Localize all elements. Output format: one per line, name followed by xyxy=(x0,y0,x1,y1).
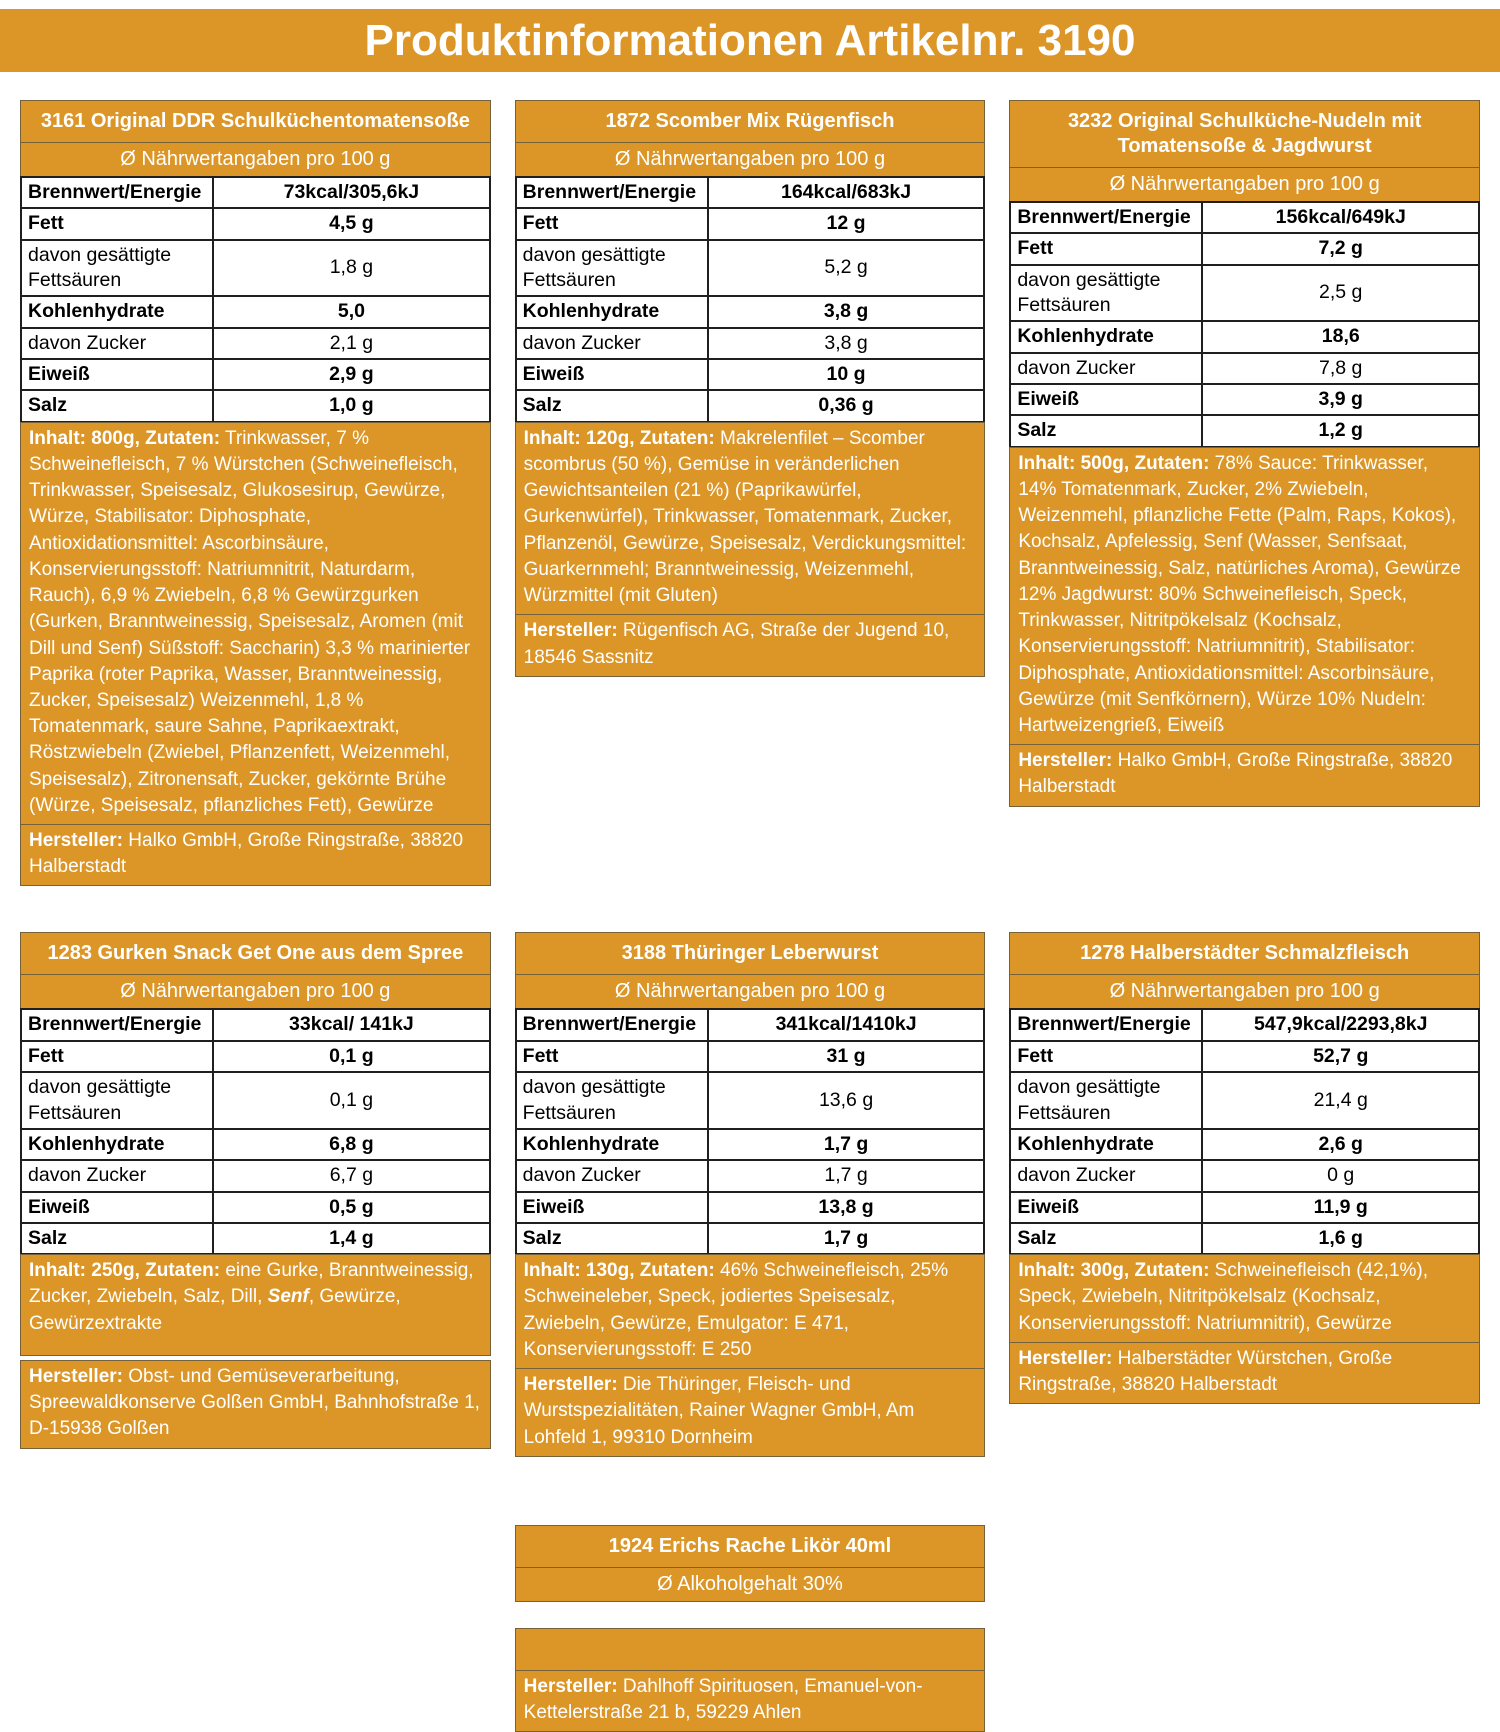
nutrition-subtitle: Ø Nährwertangaben pro 100 g xyxy=(20,974,491,1009)
empty-white-row xyxy=(515,1602,986,1629)
ingredients-part: Senf xyxy=(267,1286,309,1308)
nutrition-row xyxy=(516,1009,985,1040)
nutrition-row xyxy=(1010,1160,1479,1191)
nutrition-row-value: 6,8 g xyxy=(213,1129,490,1160)
nutrition-row-label: Brennwert/Energie xyxy=(516,177,708,208)
nutrition-row-label: davon gesättigte Fettsäuren xyxy=(1010,1072,1202,1129)
nutrition-row-value: 1,7 g xyxy=(708,1129,985,1160)
product-card-title: 1924 Erichs Rache Likör 40ml xyxy=(515,1525,986,1568)
manufacturer-part: Hersteller: xyxy=(523,1374,618,1396)
nutrition-row-label: davon Zucker xyxy=(1010,353,1202,384)
nutrition-row-label: Brennwert/Energie xyxy=(21,177,213,208)
nutrition-row-value: 0,1 g xyxy=(213,1041,490,1072)
nutrition-table-body xyxy=(1010,202,1479,447)
product-card xyxy=(515,100,986,677)
manufacturer-part: Rügenfisch AG, Straße der Jugend 10, 18546 Sassnitz xyxy=(523,620,950,668)
nutrition-row-value: 3,8 g xyxy=(708,328,985,359)
nutrition-row-label: Salz xyxy=(516,1223,708,1254)
nutrition-row-value: 1,0 g xyxy=(213,390,490,421)
nutrition-row xyxy=(516,1160,985,1191)
ingredients-part: eine Gurke, Branntweinessig, Zucker, Zwiebeln, Salz, Dill, xyxy=(29,1260,474,1308)
nutrition-subtitle: Ø Nährwertangaben pro 100 g xyxy=(20,142,491,177)
nutrition-row-label: Salz xyxy=(516,390,708,421)
nutrition-row-value: 0 g xyxy=(1202,1160,1479,1191)
nutrition-row-label: Brennwert/Energie xyxy=(516,1009,708,1040)
nutrition-table xyxy=(1009,201,1480,448)
nutrition-row-value: 5,2 g xyxy=(708,240,985,297)
product-card-title: 1283 Gurken Snack Get One aus dem Spree xyxy=(20,932,491,975)
nutrition-row-label: Salz xyxy=(1010,1223,1202,1254)
nutrition-row-value: 52,7 g xyxy=(1202,1041,1479,1072)
nutrition-row-label: davon gesättigte Fettsäuren xyxy=(516,240,708,297)
nutrition-row-label: Brennwert/Energie xyxy=(1010,202,1202,233)
nutrition-table xyxy=(20,176,491,423)
nutrition-row-value: 1,6 g xyxy=(1202,1223,1479,1254)
nutrition-table-body xyxy=(21,177,490,422)
nutrition-row-value: 164kcal/683kJ xyxy=(708,177,985,208)
nutrition-row-label: Fett xyxy=(516,1041,708,1072)
ingredients-text xyxy=(515,1254,986,1369)
nutrition-row-label: Kohlenhydrate xyxy=(21,1129,213,1160)
nutrition-row xyxy=(516,177,985,208)
nutrition-row-value: 3,9 g xyxy=(1202,384,1479,415)
nutrition-row-value: 18,6 xyxy=(1202,321,1479,352)
nutrition-row-label: davon Zucker xyxy=(21,328,213,359)
ingredients-part: Inhalt: 120g, Zutaten: xyxy=(523,427,715,449)
ingredients-text xyxy=(20,1254,491,1356)
nutrition-row-label: Kohlenhydrate xyxy=(516,1129,708,1160)
nutrition-row-value: 73kcal/305,6kJ xyxy=(213,177,490,208)
ingredients-part: Schweinefleisch (42,1%), Speck, Zwiebeln, Nitritpökelsalz (Kochsalz, Konservierungsstoff: Natriumnitrit), Gewürze xyxy=(1018,1260,1429,1334)
nutrition-row-value: 7,8 g xyxy=(1202,353,1479,384)
ingredients-part: Inhalt: 250g, Zutaten: xyxy=(29,1260,221,1282)
nutrition-row-value: 5,0 xyxy=(213,296,490,327)
nutrition-row-value: 4,5 g xyxy=(213,208,490,239)
nutrition-row-label: Fett xyxy=(21,208,213,239)
nutrition-row-label: davon gesättigte Fettsäuren xyxy=(516,1072,708,1129)
nutrition-row xyxy=(21,1072,490,1129)
nutrition-row-label: Fett xyxy=(1010,233,1202,264)
manufacturer-text xyxy=(515,1670,986,1732)
ingredients-text xyxy=(515,422,986,616)
nutrition-row xyxy=(1010,1129,1479,1160)
nutrition-row-value: 0,36 g xyxy=(708,390,985,421)
nutrition-row-value: 1,7 g xyxy=(708,1160,985,1191)
nutrition-row-label: Eiweiß xyxy=(1010,384,1202,415)
nutrition-row-value: 2,5 g xyxy=(1202,265,1479,322)
nutrition-row xyxy=(1010,265,1479,322)
nutrition-row-value: 156kcal/649kJ xyxy=(1202,202,1479,233)
manufacturer-part: Hersteller: xyxy=(1018,1347,1113,1369)
nutrition-table xyxy=(20,1008,491,1255)
nutrition-row xyxy=(516,1041,985,1072)
ingredients-part: Inhalt: 500g, Zutaten: xyxy=(1018,452,1210,474)
manufacturer-part: Hersteller: xyxy=(29,1365,123,1387)
nutrition-row-value: 2,9 g xyxy=(213,359,490,390)
nutrition-row xyxy=(21,208,490,239)
nutrition-row-label: Kohlenhydrate xyxy=(21,296,213,327)
nutrition-row xyxy=(21,1223,490,1254)
nutrition-row xyxy=(1010,1009,1479,1040)
nutrition-row-label: Salz xyxy=(21,390,213,421)
nutrition-row xyxy=(516,328,985,359)
ingredients-part: , Gewürze, Gewürzextrakte xyxy=(29,1286,401,1334)
ingredients-text xyxy=(20,422,491,825)
nutrition-row xyxy=(516,240,985,297)
empty-orange-row xyxy=(515,1628,986,1671)
nutrition-row xyxy=(21,1192,490,1223)
nutrition-row-value: 12 g xyxy=(708,208,985,239)
manufacturer-part: Obst- und Gemüseverarbeitung, Spreewaldkonserve Golßen GmbH, Bahnhofstraße 1, D-15938 Golßen xyxy=(29,1365,480,1440)
manufacturer-part: Hersteller: xyxy=(1018,750,1113,772)
nutrition-row-value: 11,9 g xyxy=(1202,1192,1479,1223)
nutrition-row-value: 7,2 g xyxy=(1202,233,1479,264)
nutrition-row xyxy=(21,1129,490,1160)
product-card xyxy=(515,932,986,1456)
manufacturer-part: Halberstädter Würstchen, Große Ringstraße, 38820 Halberstadt xyxy=(1018,1347,1393,1396)
product-card xyxy=(515,1525,986,1732)
nutrition-row xyxy=(516,296,985,327)
nutrition-row-label: davon gesättigte Fettsäuren xyxy=(21,240,213,297)
nutrition-row xyxy=(1010,1223,1479,1254)
nutrition-row-value: 6,7 g xyxy=(213,1160,490,1191)
nutrition-row-label: Kohlenhydrate xyxy=(1010,321,1202,352)
nutrition-table-body xyxy=(1010,1009,1479,1254)
nutrition-row-value: 2,6 g xyxy=(1202,1129,1479,1160)
manufacturer-part: Halko GmbH, Große Ringstraße, 38820 Halberstadt xyxy=(1018,750,1453,798)
manufacturer-text xyxy=(20,1360,491,1449)
nutrition-row xyxy=(21,177,490,208)
nutrition-row-value: 2,1 g xyxy=(213,328,490,359)
nutrition-row-label: Brennwert/Energie xyxy=(21,1009,213,1040)
product-card-title: 3161 Original DDR Schulküchentomatensoße xyxy=(20,100,491,143)
nutrition-row xyxy=(1010,1041,1479,1072)
nutrition-row-label: davon gesättigte Fettsäuren xyxy=(1010,265,1202,322)
manufacturer-part: Die Thüringer, Fleisch- und Wurstspezialitäten, Rainer Wagner GmbH, Am Lohfeld 1, 99310 Dornheim xyxy=(523,1374,915,1448)
manufacturer-part: Hersteller: xyxy=(29,830,123,852)
nutrition-row-label: Eiweiß xyxy=(21,1192,213,1223)
nutrition-row-label: Fett xyxy=(1010,1041,1202,1072)
nutrition-row xyxy=(21,1160,490,1191)
nutrition-row xyxy=(516,359,985,390)
product-card xyxy=(1009,932,1480,1404)
nutrition-table-body xyxy=(516,177,985,422)
product-card-title: 3188 Thüringer Leberwurst xyxy=(515,932,986,975)
nutrition-row-label: Brennwert/Energie xyxy=(1010,1009,1202,1040)
product-card xyxy=(20,932,491,1448)
manufacturer-part: Dahlhoff Spirituosen, Emanuel-von-Kettelerstraße 21 b, 59229 Ahlen xyxy=(523,1675,923,1723)
nutrition-row-value: 13,6 g xyxy=(708,1072,985,1129)
nutrition-row-label: Eiweiß xyxy=(516,1192,708,1223)
nutrition-row xyxy=(21,359,490,390)
nutrition-row-value: 3,8 g xyxy=(708,296,985,327)
nutrition-table xyxy=(515,176,986,423)
nutrition-row xyxy=(516,390,985,421)
nutrition-row-label: Kohlenhydrate xyxy=(516,296,708,327)
product-card xyxy=(20,100,491,886)
nutrition-table-body xyxy=(516,1009,985,1254)
product-card-title: 3232 Original Schulküche-Nudeln mit Tomatensoße & Jagdwurst xyxy=(1009,100,1480,168)
manufacturer-part: Hersteller: xyxy=(523,620,618,642)
nutrition-row xyxy=(516,1129,985,1160)
nutrition-row xyxy=(1010,202,1479,233)
nutrition-row xyxy=(1010,415,1479,446)
nutrition-row-label: Fett xyxy=(516,208,708,239)
nutrition-row-value: 0,1 g xyxy=(213,1072,490,1129)
nutrition-row xyxy=(1010,384,1479,415)
ingredients-part: 46% Schweinefleisch, 25% Schweineleber, Speck, jodiertes Speisesalz, Zwiebeln, Gewürze, Emulgator: E 471, Konservierungsstoff: E 250 xyxy=(523,1260,949,1360)
nutrition-row-value: 21,4 g xyxy=(1202,1072,1479,1129)
nutrition-row-value: 547,9kcal/2293,8kJ xyxy=(1202,1009,1479,1040)
page-title: Produktinformationen Artikelnr. 3190 xyxy=(0,9,1500,72)
nutrition-table xyxy=(515,1008,986,1255)
nutrition-row xyxy=(21,296,490,327)
nutrition-row-label: Salz xyxy=(21,1223,213,1254)
nutrition-row-value: 1,7 g xyxy=(708,1223,985,1254)
manufacturer-text xyxy=(1009,744,1480,806)
nutrition-row xyxy=(21,240,490,297)
ingredients-text xyxy=(1009,1254,1480,1343)
nutrition-row-label: Salz xyxy=(1010,415,1202,446)
nutrition-row-label: davon Zucker xyxy=(516,1160,708,1191)
nutrition-row-value: 13,8 g xyxy=(708,1192,985,1223)
nutrition-row xyxy=(1010,233,1479,264)
product-card-title: 1278 Halberstädter Schmalzfleisch xyxy=(1009,932,1480,975)
nutrition-row-label: davon gesättigte Fettsäuren xyxy=(21,1072,213,1129)
nutrition-row xyxy=(1010,1192,1479,1223)
nutrition-subtitle: Ø Nährwertangaben pro 100 g xyxy=(1009,167,1480,202)
nutrition-table-body xyxy=(21,1009,490,1254)
ingredients-part: Makrelenfilet – Scomber scombrus (50 %), Gemüse in veränderlichen Gewichtsanteilen (21 %) (Paprikawürfel, Gurkenwürfel), Trinkwasser, Tomatenmark, Zucker, Pflanzenöl, Gewürze, Speisesalz, Verdickungsmittel: Guarkernmehl; Branntweinessig, Weizenmehl, Würzmittel (mit Gluten) xyxy=(523,427,967,607)
nutrition-row-value: 341kcal/1410kJ xyxy=(708,1009,985,1040)
manufacturer-text xyxy=(515,1368,986,1457)
nutrition-row-label: Kohlenhydrate xyxy=(1010,1129,1202,1160)
manufacturer-text xyxy=(515,614,986,676)
nutrition-row-value: 1,8 g xyxy=(213,240,490,297)
nutrition-row-label: davon Zucker xyxy=(21,1160,213,1191)
nutrition-row-value: 1,4 g xyxy=(213,1223,490,1254)
product-card-title: 1872 Scomber Mix Rügenfisch xyxy=(515,100,986,143)
nutrition-row-label: Eiweiß xyxy=(21,359,213,390)
nutrition-subtitle: Ø Nährwertangaben pro 100 g xyxy=(515,142,986,177)
ingredients-text xyxy=(1009,447,1480,745)
nutrition-row-label: davon Zucker xyxy=(516,328,708,359)
manufacturer-text xyxy=(1009,1342,1480,1404)
nutrition-subtitle: Ø Nährwertangaben pro 100 g xyxy=(515,974,986,1009)
ingredients-part: 78% Sauce: Trinkwasser, 14% Tomatenmark, Zucker, 2% Zwiebeln, Weizenmehl, pflanzliche Fette (Palm, Raps, Kokos), Kochsalz, Apfelessig, Senf (Wasser, Senfsaat, Branntweinessig, Salz, natürliches Aroma), Gewürze 12% Jagdwurst: 80% Schweinefleisch, Speck, Trinkwasser, Nitritpökelsalz (Kochsalz, Konservierungsstoff: Natriumnitrit), Stabilisator: Diphosphate, Antioxidationsmittel: Ascorbinsäure, Gewürze (mit Senfkörnern), Würze 10% Nudeln: Hartweizengrieß, Eiweiß xyxy=(1018,452,1461,736)
nutrition-subtitle: Ø Nährwertangaben pro 100 g xyxy=(1009,974,1480,1009)
product-card xyxy=(1009,100,1480,807)
nutrition-row xyxy=(516,1192,985,1223)
nutrition-row-label: davon Zucker xyxy=(1010,1160,1202,1191)
nutrition-subtitle: Ø Alkoholgehalt 30% xyxy=(515,1567,986,1602)
nutrition-row xyxy=(21,1041,490,1072)
nutrition-row xyxy=(21,328,490,359)
nutrition-row xyxy=(516,1223,985,1254)
nutrition-row xyxy=(21,1009,490,1040)
nutrition-row xyxy=(1010,321,1479,352)
ingredients-part: Inhalt: 800g, Zutaten: xyxy=(29,427,221,449)
ingredients-part: Trinkwasser, 7 % Schweinefleisch, 7 % Würstchen (Schweinefleisch, Trinkwasser, Speisesalz, Glukosesirup, Gewürze, Würze, Stabilisator: Diphosphate, Antioxidationsmittel: Ascorbinsäure, Konservierungsstoff: Natriumnitrit, Naturdarm, Rauch), 6,9 % Zwiebeln, 6,8 % Gewürzgurken (Gurken, Branntweinessig, Speisesalz, Aromen (mit Dill und Senf) Süßstoff: Saccharin) 3,3 % marinierter Paprika (roter Paprika, Wasser, Branntweinessig, Zucker, Speisesalz) Weizenmehl, 1,8 % Tomatenmark, saure Sahne, Paprikaextrakt, Röstzwiebeln (Zwiebel, Pflanzenfett, Weizenmehl, Speisesalz), Zitronensaft, Zucker, gekörnte Brühe (Würze, Speisesalz, pflanzliches Fett), Gewürze xyxy=(29,427,471,816)
nutrition-row-value: 10 g xyxy=(708,359,985,390)
nutrition-row-label: Eiweiß xyxy=(1010,1192,1202,1223)
nutrition-row-value: 0,5 g xyxy=(213,1192,490,1223)
ingredients-part: Inhalt: 300g, Zutaten: xyxy=(1018,1260,1210,1282)
manufacturer-part: Halko GmbH, Große Ringstraße, 38820 Halberstadt xyxy=(29,830,464,878)
nutrition-row xyxy=(516,208,985,239)
nutrition-row-value: 31 g xyxy=(708,1041,985,1072)
nutrition-table xyxy=(1009,1008,1480,1255)
manufacturer-part: Hersteller: xyxy=(523,1675,618,1697)
nutrition-row-label: Fett xyxy=(21,1041,213,1072)
nutrition-row-value: 33kcal/ 141kJ xyxy=(213,1009,490,1040)
nutrition-row xyxy=(1010,1072,1479,1129)
nutrition-row-value: 1,2 g xyxy=(1202,415,1479,446)
nutrition-row xyxy=(516,1072,985,1129)
manufacturer-text xyxy=(20,824,491,886)
product-grid xyxy=(20,100,1480,1732)
ingredients-part: Inhalt: 130g, Zutaten: xyxy=(523,1260,715,1282)
nutrition-row xyxy=(21,390,490,421)
nutrition-row xyxy=(1010,353,1479,384)
nutrition-row-label: Eiweiß xyxy=(516,359,708,390)
